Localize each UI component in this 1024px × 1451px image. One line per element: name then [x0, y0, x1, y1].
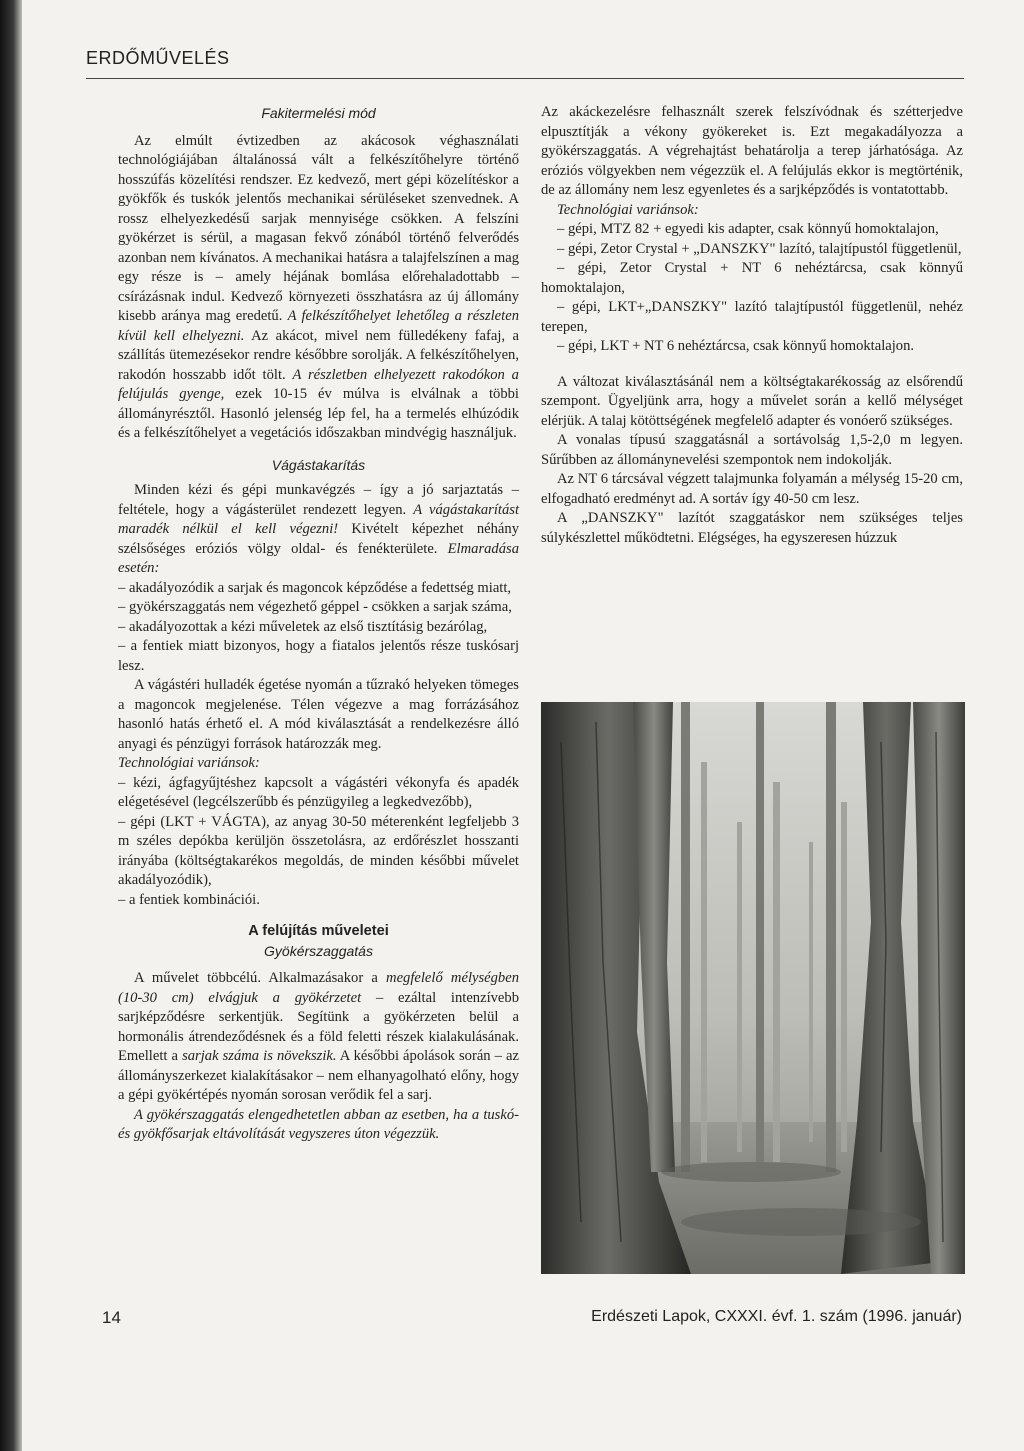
paragraph: A művelet többcélú. Alkalmazásakor a megfelelő mélységben (10-30 cm) elvágjuk a gyökérzetet – ezáltal intenzívebb sarjképződésre serkentjük. Segítünk a gyökérzeten belül a hormonális átrendeződésnek és a föld feletti részek kialakulásának. Emellett a sarjak száma is növekszik. A későbbi ápolások során – az állományszerkezet kialakításakor – nem elhanyagolható előny, hogy a gépi gyökértépés nyomán sorosan verődik fel a sarj.	[118, 970, 520, 1103]
right-column	[541, 103, 963, 548]
section-header: ERDŐMŰVELÉS	[86, 48, 230, 68]
subheading-vagastakaritas: Vágástakarítás	[271, 456, 366, 473]
list-item: – gépi, MTZ 82 + egyedi kis adapter, csak könnyű homoktalajon,	[557, 221, 939, 237]
subheading-fakitermelesi-mod: Fakitermelési mód	[261, 105, 376, 121]
variants-label: Technológiai variánsok:	[118, 755, 260, 771]
paragraph: Az NT 6 tárcsával végzett talajmunka folyamán a mélység 15-20 cm, elfogadható eredményt ad. A sortáv így 40-50 cm lesz.	[541, 471, 963, 507]
paragraph: A vágástéri hulladék égetése nyomán a tűzrakó helyeken tömeges a magoncok megjelenése. Télen végezve a mag forrázásához hasonló hatás érhető el. A mód kiválasztását a rendelkezésre álló anyagi és pénzügyi források határozzák meg.	[118, 677, 519, 752]
list-item: – kézi, ágfagyűjtéshez kapcsolt a vágástéri vékonyfa és apadék elégetésével (legcélszerűbb és pénzügyileg a legkedvezőbb),	[118, 774, 519, 810]
header-rule	[86, 78, 964, 79]
list-item: – gépi, LKT + NT 6 nehéztárcsa, csak könnyű homoktalajon.	[557, 338, 915, 354]
list-item: – gépi, Zetor Crystal + NT 6 nehéztárcsa, csak könnyű homoktalajon,	[541, 260, 963, 296]
variants-label: Technológiai variánsok:	[557, 201, 699, 218]
paragraph: Az elmúlt évtizedben az akácosok véghasználati technológiájában általánossá vált a felkészítőhelyre történő hosszúfás közelítési rendszer. Ez kedvező, mert gépi közelítéskor a gyökfők és tuskók jelentős mechanikai sérüléseket szenvednek. A rossz elhelyezkedésű sarjak mennyisége csökken. A felszíni gyökérzet is sérül, a magasan fekvő zónából történő felverődés azonban nem kívánatos. A mechanikai hatásra a talajfelszínen a mag egy része is – amely héjának bomlása előrehaladottabb – csírázásnak indul. Kedvező környezeti összhatásra az új állomány kisebb aránya mag eredetű. A felkészítőhelyet lehetőleg a részleten kívül kell elhelyezni. Az akácot, mivel nem fülledékeny fafaj, a szállítás ütemezésekor rendre későbbre sorolják. A felkészítőhelyen, rakodón hosszabb időt tölt. A részletben elhelyezett rakodókon a felújulás gyenge, ezek 10-15 év múlva is elválnak a többi állományrésztől. Hasonló jelenség lép fel, ha a termelés elhúzódik és a felkészítőhelyet a vegetációs időszakban mindvégig használjuk.	[118, 132, 520, 441]
forest-photo-illustration	[541, 702, 965, 1274]
paragraph: A vonalas típusú szaggatásnál a sortávolság 1,5-2,0 m legyen. Sűrűbben az állománynevelési szempontok nem indokolják.	[541, 432, 963, 468]
list-item: – akadályozottak a kézi műveletek az első tisztításig bezárólag,	[118, 618, 488, 635]
list-item: – a fentiek kombinációi.	[118, 891, 260, 908]
paragraph: Minden kézi és gépi munkavégzés – így a jó sarjaztatás – feltétele, hogy a vágásterület rendezett legyen. A vágástakarítást maradék nélkül el kell végezni! Kivételt képezhet néhány szélsőséges eróziós völgy oldal- és fenékterülete. Elmaradása esetén:	[118, 482, 519, 576]
list-item: – gyökérszaggatás nem végezhető géppel - csökken a sarjak száma,	[118, 599, 512, 615]
list-item: – akadályozódik a sarjak és magoncok képződése a fedettség miatt,	[118, 579, 512, 596]
publication-citation: Erdészeti Lapok, CXXXI. évf. 1. szám (1996. január)	[591, 1308, 962, 1325]
paragraph: Az akáckezelésre felhasznált szerek felszívódnak és szétterjedve elpusztítják a vékony gyökereket is. Ezt megakadályozza a gyökérszaggatás. A végrehajtást behatárolja a terep járhatósága. Az eróziós völgyekben nem végezzük el. A felújulás ekkor is megtörténik, de az állomány nem lesz egyenletes és a sarjképződés is vontatottabb.	[541, 104, 963, 198]
list-item: – gépi, LKT+„DANSZKY" lazító talajtípustól függetlenül, nehéz terepen,	[541, 299, 963, 335]
list-item: – gépi, Zetor Crystal + „DANSZKY" lazító, talajtípustól függetlenül,	[557, 240, 962, 257]
list-item: – gépi (LKT + VÁGTA), az anyag 30-50 méterenként legfeljebb 3 m széles depókba kerüljön összetolásra, az erdőrészlet hosszanti irányába (költségtakarékos megoldás, de minden későbbi művelet akadályozódik),	[118, 813, 519, 888]
paragraph: A változat kiválasztásánál nem a költségtakarékosság az elsőrendű szempont. Ügyeljünk arra, hogy a művelet során a kellő mélységet elérjük. A talaj kötöttségének megfelelő adapter és vonóerő szükséges.	[541, 373, 963, 429]
forest-photo	[541, 702, 965, 1274]
left-column	[118, 104, 519, 1145]
scan-binding-edge	[0, 0, 22, 1451]
paragraph: A „DANSZKY" lazítót szaggatáskor nem szükséges teljes súlykészlettel működtetni. Elégséges, ha egyszeresen húzzuk	[541, 510, 963, 546]
list-item: – a fentiek miatt bizonyos, hogy a fiatalos jelentős része tuskósarj lesz.	[118, 638, 519, 674]
subheading-gyokerszaggatas: Gyökérszaggatás	[264, 942, 373, 959]
paragraph: A gyökérszaggatás elengedhetetlen abban az esetben, ha a tuskó- és gyökfősarjak eltávolítását vegyszeres úton végezzük.	[118, 1106, 519, 1142]
section-heading: A felújítás műveletei	[248, 923, 389, 939]
page-number: 14	[102, 1308, 121, 1327]
